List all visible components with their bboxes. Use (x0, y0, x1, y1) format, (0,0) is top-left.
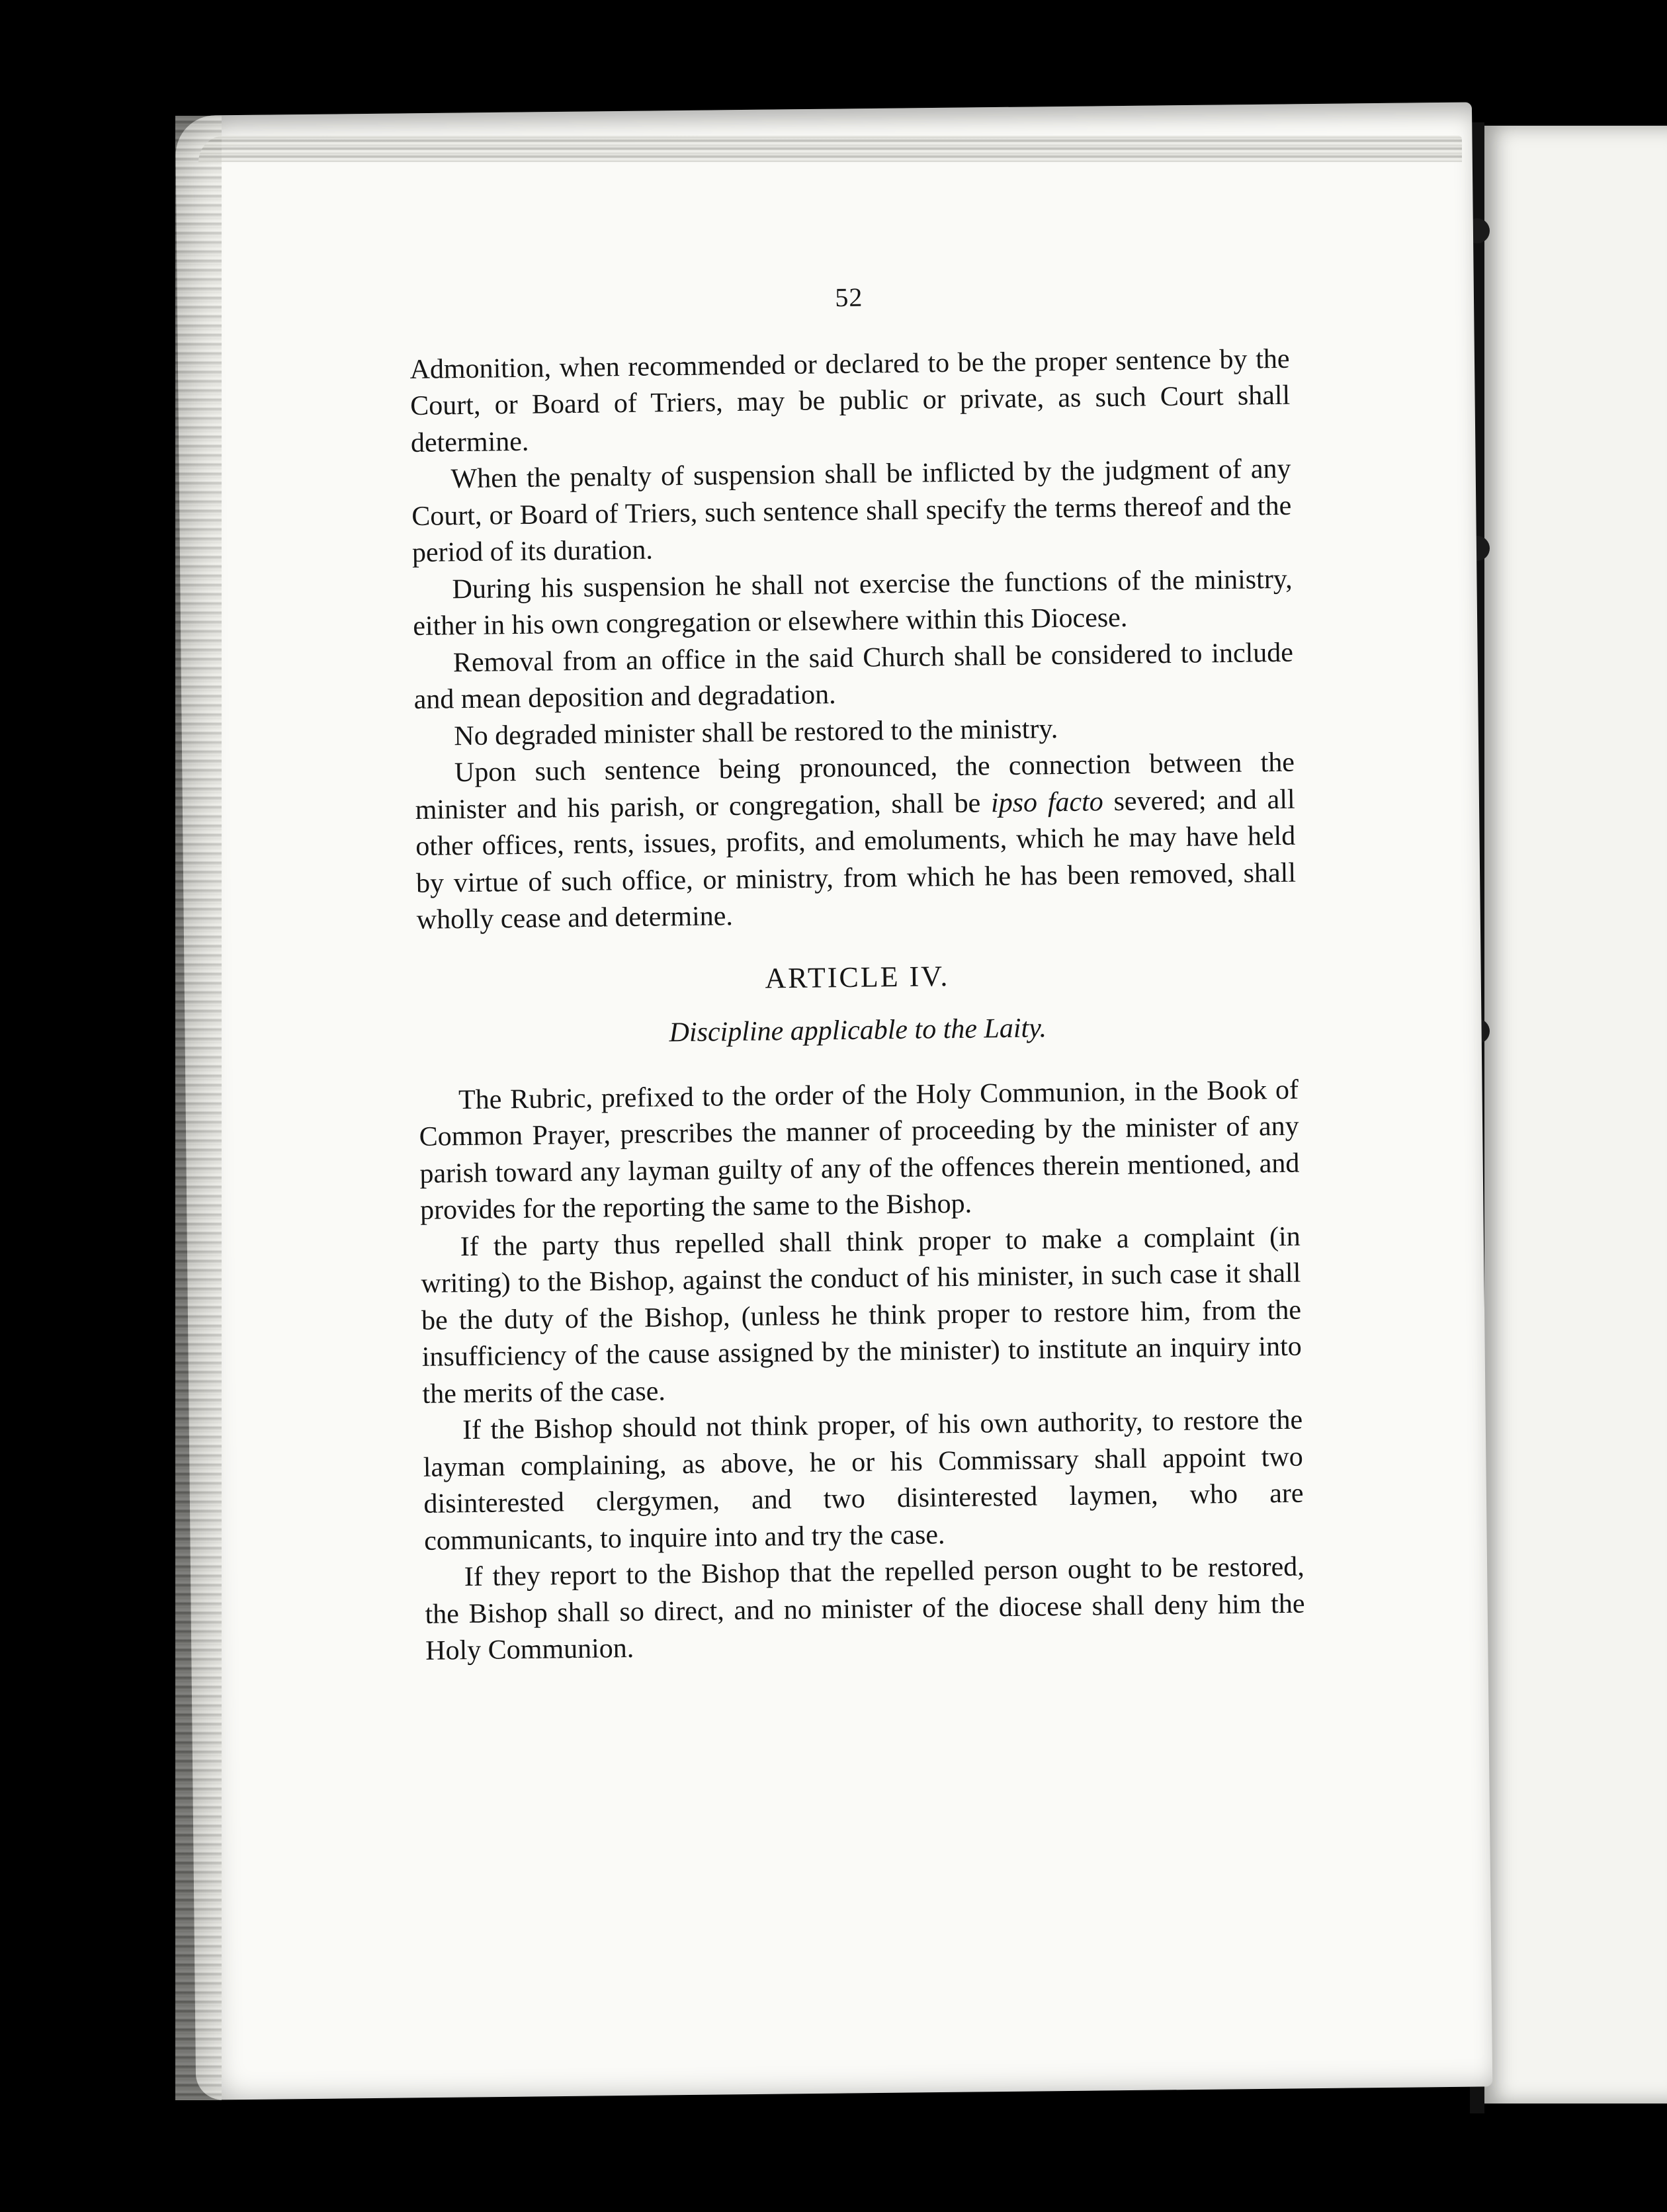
paragraph: Removal from an office in the said Church shall be considered to include and mean deposition and degradation. (413, 637, 1294, 715)
paragraph: No degraded minister shall be restored to the ministry. (454, 713, 1058, 751)
article-heading: ARTICLE IV. (765, 959, 950, 994)
paragraph (415, 745, 1297, 939)
latin-phrase: ipso facto (990, 786, 1104, 818)
paragraph: Admonition, when recommended or declared to be the proper sentence by the Court, or Board of Triers, may be public or private, as such Court shall determine. (409, 343, 1291, 458)
paragraph-text: Upon such sentence being pronounced, the connection between the minister and his parish, or congregation, shall be (415, 747, 1295, 826)
paragraph: During his suspension he shall not exercise the functions of the ministry, either in his own congregation or elsewhere within this Diocese. (413, 564, 1293, 642)
adjacent-page (1482, 126, 1667, 2104)
paragraph: If they report to the Bishop that the repelled person ought to be restored, the Bishop shall so direct, and no minister of the diocese shall deny him the Holy Communion. (425, 1551, 1305, 1666)
page-edge (175, 116, 222, 2100)
page-top-edge (198, 136, 1462, 162)
paragraph: If the Bishop should not think proper, of his own authority, to restore the layman complaining, as above, he or his Commissary shall appoint two disinterested clergymen, and two disinterested laymen, who are communicants, to inquire into and try the case. (423, 1404, 1304, 1556)
page-number: 52 (835, 282, 863, 313)
paragraph: When the penalty of suspension shall be inflicted by the judgment of any Court, or Board of Triers, such sentence shall specify the terms thereof and the period of its duration. (411, 453, 1292, 568)
paragraph: If the party thus repelled shall think proper to make a complaint (in writing) to the Bishop, against the conduct of his minister, in such case it shall be the duty of the Bishop, (unless he think proper to restore him, from the insufficiency of the cause assigned by the minister) to institute an inquiry into the merits of the case. (421, 1221, 1302, 1410)
article-subheading: Discipline applicable to the Laity. (669, 1013, 1047, 1048)
page-text (409, 274, 1305, 1670)
paragraph-text: severed; and all other offices, rents, issues, profits, and emoluments, which he may have held by virtue of such office, or ministry, from which he has been removed, shall wholly cease and determine. (415, 784, 1297, 935)
paragraph: The Rubric, prefixed to the order of the Holy Communion, in the Book of Common Prayer, prescribes the manner of proceeding by the minister of any parish toward any layman guilty of any of the offences therein mentioned, and provides for the reporting the same to the Bishop. (419, 1074, 1300, 1226)
